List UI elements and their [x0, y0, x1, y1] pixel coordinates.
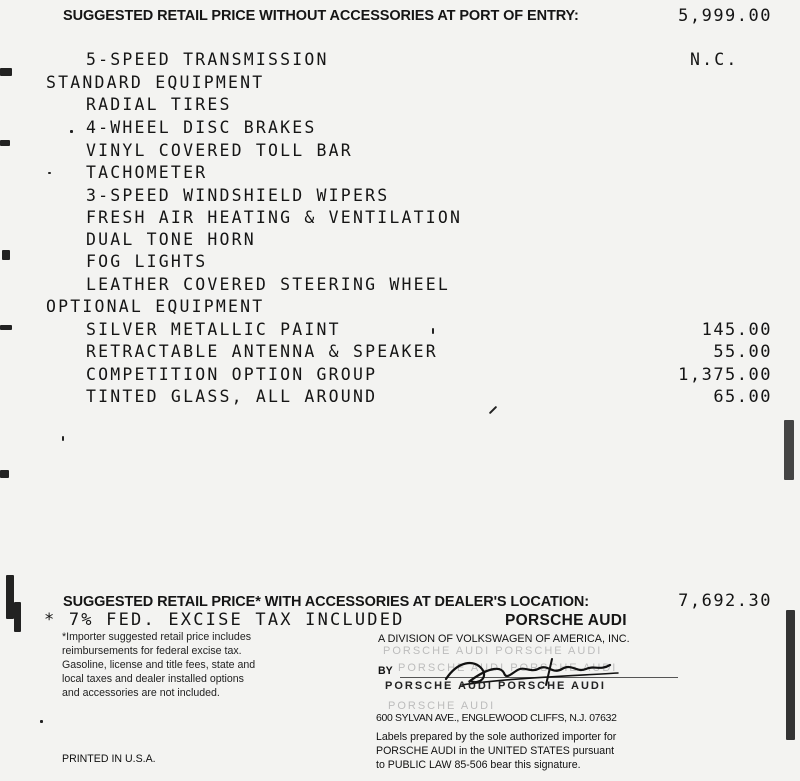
scan-speck [432, 328, 434, 334]
transmission-price: N.C. [690, 50, 739, 69]
list-item: FOG LIGHTS [86, 252, 208, 271]
division-line: A DIVISION OF VOLKSWAGEN OF AMERICA, INC. [378, 633, 630, 645]
list-item: SILVER METALLIC PAINT [86, 320, 341, 339]
by-label: BY [378, 665, 393, 677]
option-price: 1,375.00 [678, 365, 772, 385]
base-price-label: SUGGESTED RETAIL PRICE WITHOUT ACCESSORIES AT PORT OF ENTRY: [63, 8, 579, 24]
list-item: VINYL COVERED TOLL BAR [86, 141, 353, 160]
scan-speck [70, 130, 73, 133]
labels-note-line: Labels prepared by the sole authorized importer for [376, 731, 617, 743]
list-item: 3-SPEED WINDSHIELD WIPERS [86, 186, 390, 205]
scan-speck [0, 140, 10, 146]
transmission-label: 5-SPEED TRANSMISSION [86, 50, 329, 69]
list-item: DUAL TONE HORN [86, 230, 256, 249]
address-line: 600 SYLVAN AVE., ENGLEWOOD CLIFFS, N.J. 07632 [376, 713, 617, 724]
scan-speck [786, 610, 795, 740]
scan-speck [784, 420, 794, 480]
list-item: FRESH AIR HEATING & VENTILATION [86, 208, 463, 227]
total-price-value: 7,692.30 [678, 591, 772, 611]
labels-note-line: to PUBLIC LAW 85-506 bear this signature. [376, 759, 581, 771]
footnote-line: reimbursements for federal excise tax. [62, 645, 242, 657]
scan-speck [14, 602, 21, 632]
excise-note: * 7% FED. EXCISE TAX INCLUDED [44, 610, 405, 630]
option-price: 55.00 [713, 342, 772, 362]
list-item: LEATHER COVERED STEERING WHEEL [86, 275, 451, 294]
standard-equipment-heading: STANDARD EQUIPMENT [46, 73, 265, 92]
footnote-line: Gasoline, license and title fees, state and [62, 659, 256, 671]
total-price-label: SUGGESTED RETAIL PRICE* WITH ACCESSORIES AT DEALER'S LOCATION: [63, 594, 589, 610]
list-item: TACHOMETER [86, 163, 208, 182]
scan-speck [0, 470, 9, 478]
scan-speck [6, 575, 14, 619]
watermark-text: PORSCHE AUDI [388, 700, 496, 712]
scan-speck [0, 325, 12, 330]
scan-speck [0, 68, 12, 76]
scan-speck [2, 250, 10, 260]
base-price-value: 5,999.00 [678, 6, 772, 26]
scan-speck [48, 172, 51, 174]
list-item: TINTED GLASS, ALL AROUND [86, 387, 378, 406]
list-item: RADIAL TIRES [86, 95, 232, 114]
list-item: 4-WHEEL DISC BRAKES [86, 118, 317, 137]
scan-speck [40, 720, 43, 723]
list-item: COMPETITION OPTION GROUP [86, 365, 378, 384]
footnote-line: local taxes and dealer installed options [62, 673, 244, 685]
scan-speck [489, 406, 497, 414]
printed-in-label: PRINTED IN U.S.A. [62, 753, 156, 765]
list-item: RETRACTABLE ANTENNA & SPEAKER [86, 342, 438, 361]
option-price: 145.00 [701, 320, 772, 340]
option-price: 65.00 [713, 387, 772, 407]
footnote-line: *Importer suggested retail price includes [62, 631, 252, 643]
watermark-text: PORSCHE AUDI PORSCHE AUDI [383, 645, 603, 657]
brand-name: PORSCHE AUDI [505, 612, 627, 629]
watermark-text: PORSCHE AUDI PORSCHE AUDI [398, 662, 618, 674]
labels-note-line: PORSCHE AUDI in the UNITED STATES pursuant [376, 745, 615, 757]
footnote-line: and accessories are not included. [62, 687, 220, 699]
watermark-text: PORSCHE AUDI PORSCHE AUDI [385, 680, 606, 692]
scan-speck [62, 436, 64, 441]
optional-equipment-heading: OPTIONAL EQUIPMENT [46, 297, 265, 316]
